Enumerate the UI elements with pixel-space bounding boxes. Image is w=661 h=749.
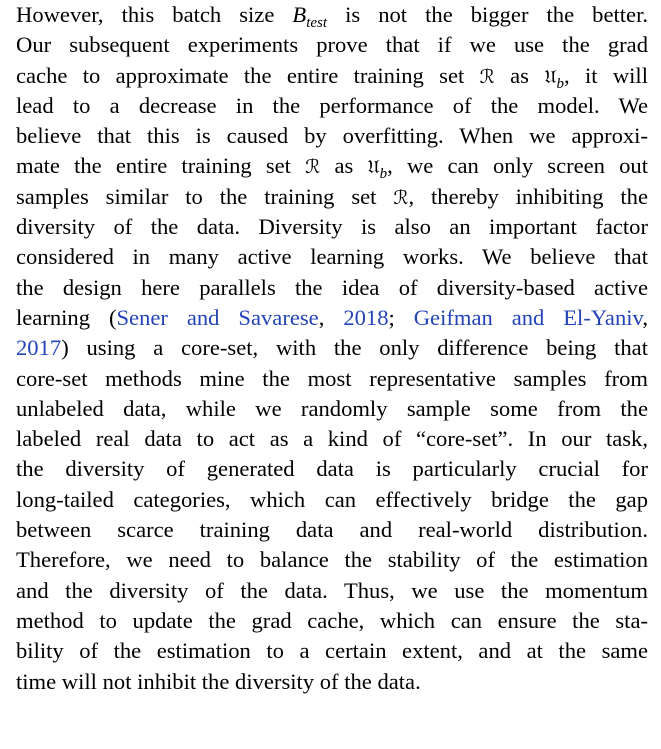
- text-line-7: [16, 182, 648, 212]
- text-line-23: time will not inhibit the diversity of the data.: [16, 668, 421, 694]
- text-segment: However, this batch size: [16, 2, 293, 27]
- text-segment: ) using a core-set, with the only difference being that: [61, 335, 648, 361]
- text-segment: as: [494, 62, 545, 88]
- citation-link-geifman[interactable]: Geifman and El-Yaniv: [413, 304, 643, 330]
- text-segment: ;: [388, 304, 414, 330]
- math-subscript: test: [306, 15, 328, 31]
- text-segment: is not the bigger the better.: [327, 2, 648, 27]
- text-line-6: [16, 151, 648, 181]
- math-symbol-batch-size: B: [292, 2, 307, 27]
- text-line-22: bility of the estimation to a certain extent, and at the same: [16, 638, 648, 664]
- text-line-3: [16, 61, 648, 91]
- text-segment: cache to approximate the entire training set: [16, 62, 480, 88]
- math-symbol-training-set: ℛ: [305, 156, 321, 179]
- text-segment: , it will: [563, 62, 648, 88]
- text-line-21: method to update the grad cache, which can ensure the sta-: [16, 607, 648, 633]
- text-line-17: long-tailed categories, which can effectively bridge the gap: [16, 486, 648, 512]
- math-symbol-training-set: ℛ: [393, 186, 409, 209]
- text-segment: ,: [642, 304, 648, 330]
- text-segment: mate the entire training set: [16, 153, 306, 179]
- text-segment: , we can only screen out: [387, 153, 649, 179]
- citation-year-link-geifman[interactable]: 2017: [16, 335, 62, 361]
- citation-link-sener[interactable]: Sener and Savarese: [116, 304, 319, 330]
- text-line-4: lead to a decrease in the performance of the model. We: [16, 92, 648, 118]
- text-line-13: core-set methods mine the most representative samples from: [16, 365, 648, 391]
- text-line-5: believe that this is caused by overfitting. When we approxi-: [16, 123, 648, 149]
- text-segment: , thereby inhibiting the: [408, 183, 648, 209]
- text-line-2: Our subsequent experiments prove that if we use the grad: [16, 32, 648, 58]
- text-line-18: between scarce training data and real-world distribution.: [16, 517, 648, 543]
- text-line-16: the diversity of generated data is particularly crucial for: [16, 456, 648, 482]
- text-line-8: diversity of the data. Diversity is also an important factor: [16, 214, 648, 240]
- text-segment: learning (: [16, 304, 117, 330]
- text-segment: samples similar to the training set: [16, 183, 394, 209]
- text-line-10: the design here parallels the idea of diversity-based active: [16, 274, 648, 300]
- text-segment: as: [320, 153, 368, 179]
- body-paragraph: [16, 0, 648, 697]
- text-line-12: [16, 333, 648, 363]
- text-line-15: labeled real data to act as a kind of “core-set”. In our task,: [16, 426, 648, 452]
- text-line-14: unlabeled data, while we randomly sample some from the: [16, 395, 648, 421]
- math-symbol-training-set: ℛ: [479, 65, 495, 88]
- text-segment: ,: [318, 304, 344, 330]
- text-line-1: [16, 0, 648, 30]
- text-line-11: [16, 303, 648, 333]
- math-symbol-set-u: 𝔘: [544, 65, 557, 88]
- math-symbol-set-u: 𝔘: [367, 156, 380, 179]
- text-line-20: and the diversity of the data. Thus, we use the momentum: [16, 577, 648, 603]
- text-line-9: considered in many active learning works. We believe that: [16, 244, 648, 270]
- citation-year-link-sener[interactable]: 2018: [343, 304, 389, 330]
- text-line-19: Therefore, we need to balance the stability of the estimation: [16, 547, 648, 573]
- math-subscript: b: [379, 166, 388, 183]
- math-subscript: b: [556, 75, 564, 92]
